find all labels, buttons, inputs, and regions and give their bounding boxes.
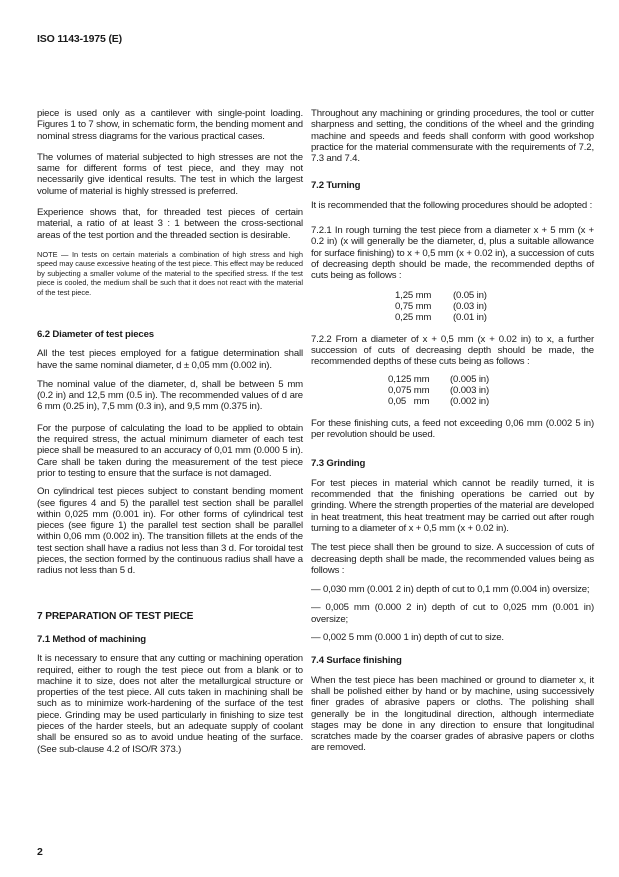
paragraph: On cylindrical test pieces subject to constant bending moment (see figures 4 and 5) the parallel test section shall be parallel within 0,025 mm (0.001 in). For other forms of cylindrical test pieces (see figure 1) the parallel test section shall be parallel within 0,06 mm (0.002 in). The transition fillets at the ends of the test section shall have a radius not less than 3 d. For toroidal test pieces, the section formed by the continuous radius shall have a radius not less than 5 d. (37, 486, 303, 577)
section-heading-7-1: 7.1 Method of machining (37, 633, 147, 645)
left-column (37, 108, 303, 858)
list-item: — 0,002 5 mm (0.000 1 in) depth of cut to size. (311, 632, 504, 644)
paragraph: For test pieces in material which cannot be readily turned, it is recommended that the finishing operations be carried out by grinding. Where the strength properties of the material are developed in heat treatment, this heat treatment may be carried out after rough turning to a diameter of x + 0,5 mm (x + 0.02 in). (311, 477, 594, 534)
cut-depth-table-2 (388, 374, 594, 408)
paragraph: Experience shows that, for threaded test pieces of certain material, a ratio of at least 3 : 1 between the cross-sectional areas of the test portion and the threaded section is desirable. (37, 207, 303, 241)
table-row: 0,25 mm (0.01 in) (395, 312, 487, 324)
table-row: 0,75 mm (0.03 in) (395, 300, 487, 312)
right-column (311, 108, 594, 754)
list-item: — 0,030 mm (0.001 2 in) depth of cut to 0,1 mm (0.004 in) oversize; (311, 584, 590, 596)
cut-depth-table-1 (395, 290, 594, 324)
paragraph: For these finishing cuts, a feed not exceeding 0,06 mm (0.002 5 in) per revolution should be used. (311, 417, 594, 441)
table-row: 1,25 mm (0.05 in) (395, 289, 487, 301)
paragraph: All the test pieces employed for a fatigue determination shall have the same nominal diameter, d ± 0,05 mm (0.002 in). (37, 348, 303, 371)
paragraph: Throughout any machining or grinding procedures, the tool or cutter sharpness and setting, the conditions of the wheel and the grinding machine and speeds and feeds shall conform with good workshop practice for the material commensurate with the requirements of 7.2, 7.3 and 7.4. (311, 108, 594, 165)
paragraph: The nominal value of the diameter, d, shall be between 5 mm (0.2 in) and 12,5 mm (0.5 in). The recommended values of d are 6 mm (0.25 in), 7,5 mm (0.3 in), and 9,5 mm (0.375 in). (37, 378, 303, 413)
section-heading-7-4: 7.4 Surface finishing (311, 655, 402, 667)
paragraph: It is necessary to ensure that any cutting or machining operation required, either to rough the test piece out from a blank or to machine it to size, does not alter the metallurgical structure or properties of the test piece. All cuts taken in machining shall be such as to minimize work-hardening of the surface of the test piece. Grinding may be used particularly in finishing to size test pieces of the harder steels, but an adequate supply of coolant shall be ensured so as to avoid undue heating of the surface. (See sub-clause 4.2 of ISO/R 373.) (37, 653, 303, 755)
paragraph: For the purpose of calculating the load to be applied to obtain the required stress, the actual minimum diameter of each test piece shall be measured to an accuracy of 0,01 mm (0.000 5 in). Care shall be taken during the measurement of the test piece prior to testing to ensure that the surface is not damaged. (37, 422, 303, 479)
paragraph: The test piece shall then be ground to size. A succession of cuts of decreasing depth shall be made, the recommended values being as follows : (311, 542, 594, 576)
table-row: 0,125 mm (0.005 in) (388, 373, 490, 385)
page-header: ISO 1143-1975 (E) (37, 33, 123, 45)
paragraph: The volumes of material subjected to high stresses are not the same for different forms of test piece, and they may not necessarily give identical results. The test in which the largest volume of material is highly stressed is preferred. (37, 151, 303, 197)
paragraph: piece is used only as a cantilever with single-point loading. Figures 1 to 7 show, in schematic form, the bending moment and nominal stress diagrams for the various practical cases. (37, 108, 303, 142)
paragraph: It is recommended that the following procedures should be adopted : (311, 199, 593, 211)
paragraph: 7.2.1 In rough turning the test piece from a diameter x + 5 mm (x + 0.2 in) (x will generally be the diameter, d, plus a suitable allowance for surface finishing) to x + 0,5 mm (x + 0.02 in), a succession of cuts of decreasing depth should be made, the recommended depths of cuts being as follows : (311, 225, 594, 282)
page-number: 2 (37, 845, 43, 858)
list-item: — 0,005 mm (0.000 2 in) depth of cut to 0,025 mm (0.001 in) oversize; (311, 602, 594, 625)
table-row: 0,075 mm (0.003 in) (388, 385, 490, 397)
paragraph: When the test piece has been machined or ground to diameter x, it shall be polished either by hand or by machine, using successively finer grades of abrasive papers or cloths. The polishing shall generally be in the longitudinal direction, although intermediate stages may be done in any direction to ensure that longitudinal scratches made by the coarser grades of abrasive papers or cloths are removed. (311, 674, 594, 754)
section-heading-7-3: 7.3 Grinding (311, 458, 366, 470)
note: NOTE — In tests on certain materials a combination of high stress and high speed may cause excessive heating of the test piece. This effect may be reduced by subjecting a smaller volume of the material to the specified stress. If the test piece is cooled, the medium shall be such that it does not react with the material of the test piece. (37, 249, 303, 297)
section-heading-6-2: 6.2 Diameter of test pieces (37, 329, 154, 340)
paragraph: 7.2.2 From a diameter of x + 0,5 mm (x + 0.02 in) to x, a further succession of cuts of decreasing depth should be made, the recommended depths of these cuts being as follows : (311, 333, 594, 368)
table-row: 0,05 mm (0.002 in) (388, 396, 490, 408)
section-heading-7: 7 PREPARATION OF TEST PIECE (37, 610, 194, 622)
section-heading-7-2: 7.2 Turning (311, 180, 361, 192)
